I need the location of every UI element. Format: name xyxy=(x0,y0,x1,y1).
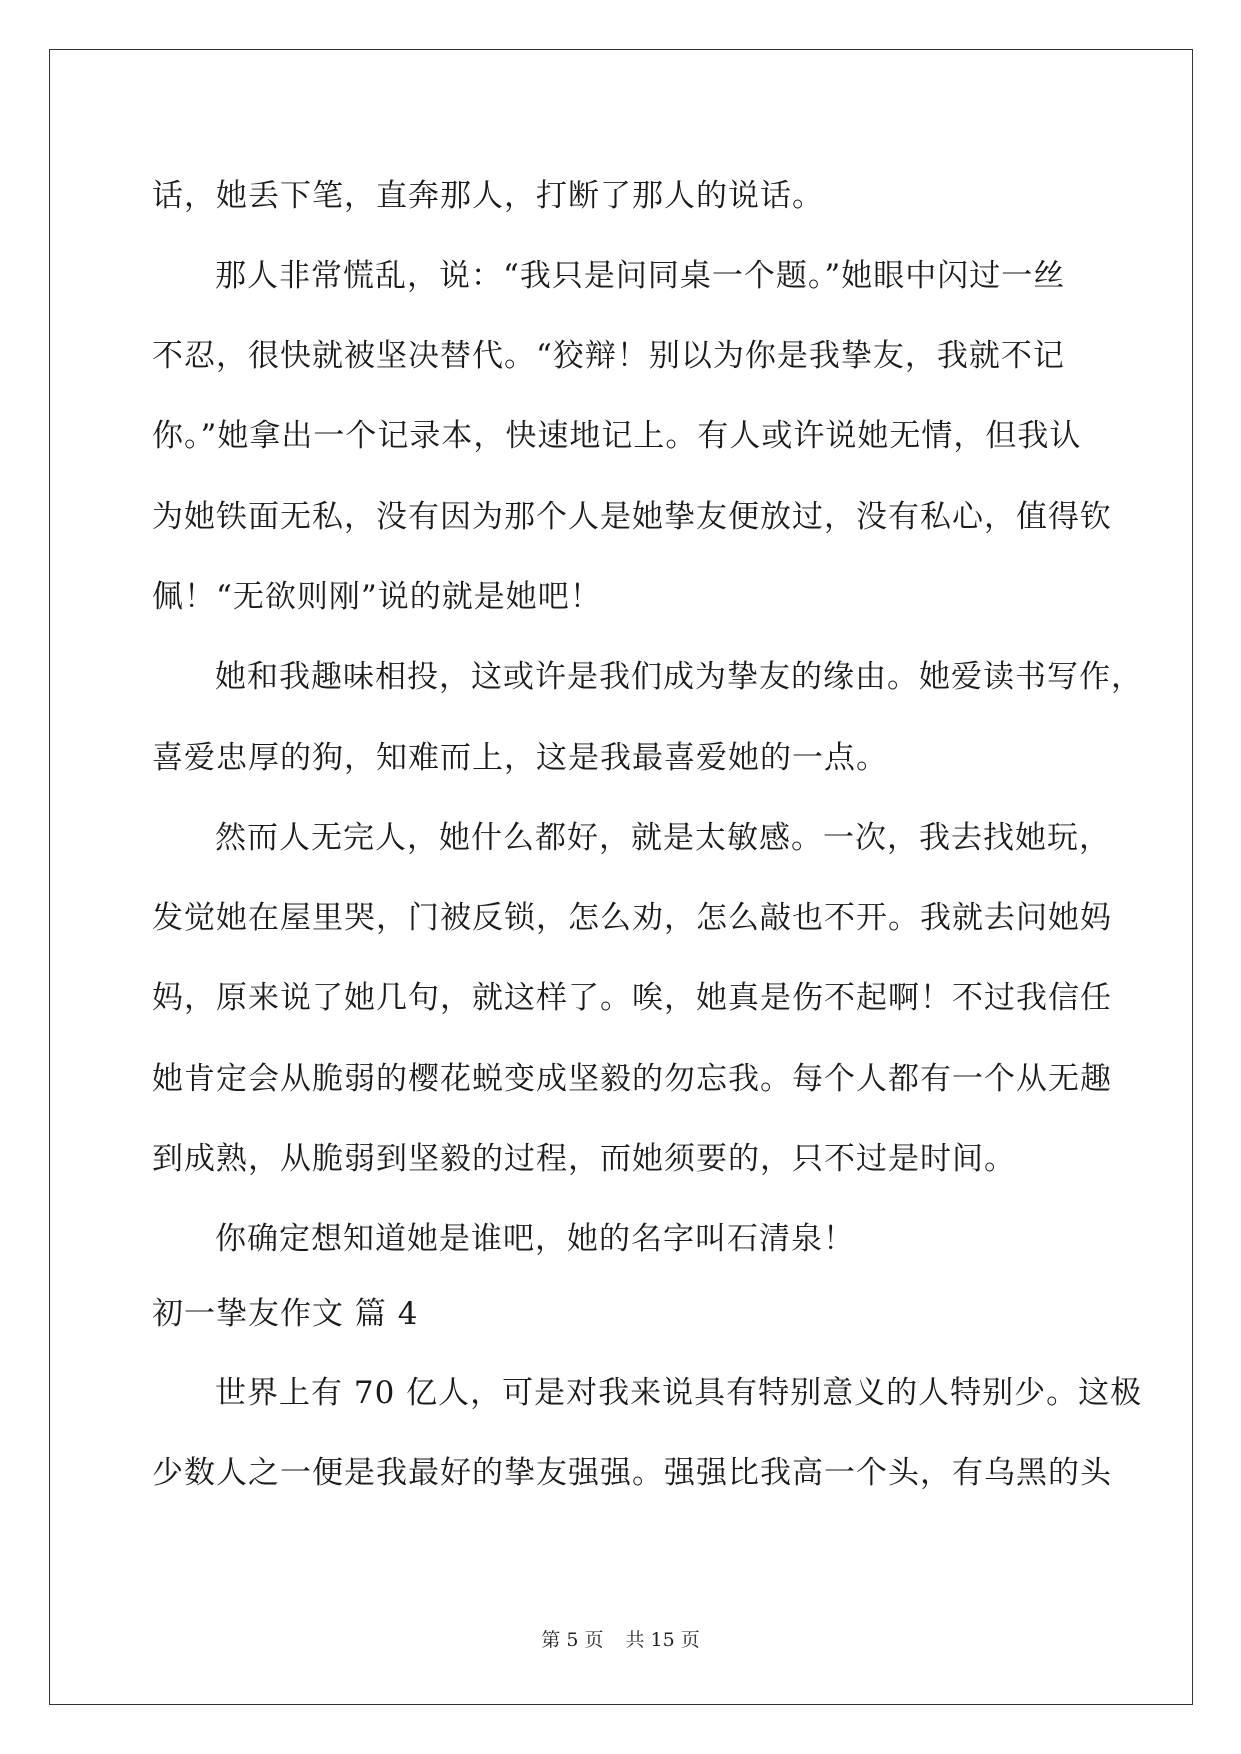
page-total: 共 15 页 xyxy=(625,1629,700,1651)
paragraph-line: 到成熟，从脆弱到坚毅的过程，而她须要的，只不过是时间。 xyxy=(152,1141,1016,1177)
paragraph-line: 少数人之一便是我最好的挚友强强。强强比我高一个头，有乌黑的头 xyxy=(152,1455,1112,1491)
page-number: 第 5 页 xyxy=(541,1629,604,1651)
paragraph-line: 不忍，很快就被坚决替代。“狡辩！别以为你是我挚友，我就不记 xyxy=(152,338,1065,374)
paragraph-line: 发觉她在屋里哭，门被反锁，怎么劝，怎么敲也不开。我就去问她妈 xyxy=(152,900,1112,936)
paragraph-line: 你。”她拿出一个记录本，快速地记上。有人或许说她无情，但我认 xyxy=(152,418,1082,454)
section-heading: 初一挚友作文 篇 4 xyxy=(152,1296,419,1332)
paragraph-line: 为她铁面无私，没有因为那个人是她挚友便放过，没有私心，值得钦 xyxy=(152,499,1112,535)
paragraph-line: 妈，原来说了她几句，就这样了。唉，她真是伤不起啊！不过我信任 xyxy=(152,980,1112,1016)
paragraph-line: 喜爱忠厚的狗，知难而上，这是我最喜爱她的一点。 xyxy=(152,740,888,776)
paragraph-line: 世界上有 70 亿人，可是对我来说具有特别意义的人特别少。这极 xyxy=(215,1375,1143,1411)
paragraph-line: 那人非常慌乱，说：“我只是问同桌一个题。”她眼中闪过一丝 xyxy=(215,258,1066,294)
paragraph-line: 佩！“无欲则刚”说的就是她吧！ xyxy=(152,579,602,615)
paragraph-line: 她肯定会从脆弱的樱花蜕变成坚毅的勿忘我。每个人都有一个从无趣 xyxy=(152,1061,1112,1097)
paragraph-line: 你确定想知道她是谁吧，她的名字叫石清泉！ xyxy=(215,1221,855,1257)
paragraph-line: 然而人无完人，她什么都好，就是太敏感。一次，我去找她玩， xyxy=(215,820,1111,856)
paragraph-line: 她和我趣味相投，这或许是我们成为挚友的缘由。她爱读书写作， xyxy=(215,659,1143,695)
page-footer xyxy=(0,1628,1241,1652)
paragraph-line: 话，她丢下笔，直奔那人，打断了那人的说话。 xyxy=(152,178,824,214)
